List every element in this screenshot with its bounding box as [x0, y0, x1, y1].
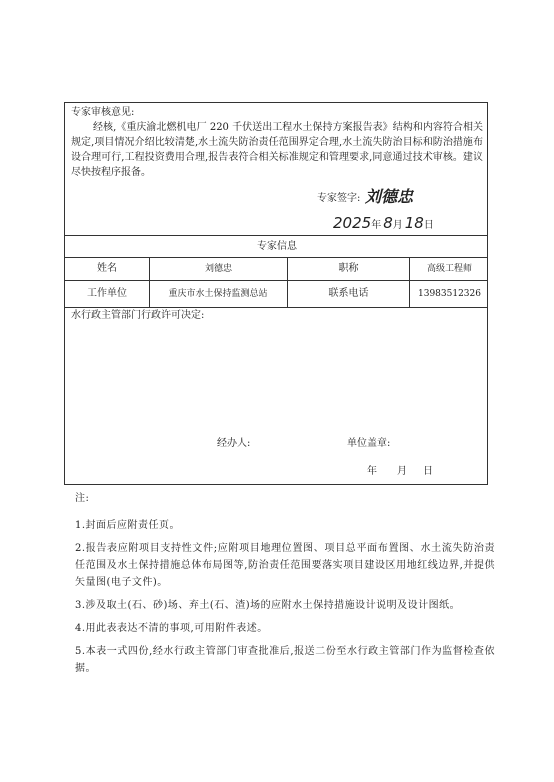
- admin-date-month: 月: [397, 466, 407, 477]
- signature-label: 专家签字:: [317, 193, 361, 204]
- note-item: 4.用此表表达不清的事项,可用附件表述。: [75, 623, 268, 634]
- note-item: 2.报告表应附项目支持性文件;应附项目地理位置图、项目总平面布置图、水土流失防治责任范围及水土保持措施总体布局图等,防治责任范围要落实项目建设区用地红线边界,并提供矢量图(电子文件)。: [75, 543, 495, 588]
- phone-value: 13983512326: [418, 289, 481, 299]
- date-month: 8: [383, 214, 393, 232]
- date-month-unit: 月: [392, 220, 403, 231]
- seal-label: 单位盖章:: [347, 438, 391, 449]
- title-label: 职称: [338, 263, 359, 274]
- notes-heading: 注:: [75, 493, 90, 504]
- opinion-body: 经核,《重庆渝北燃机电厂 220 千伏送出工程水土保持方案报告表》结构和内容符合相关规定,项目情况介绍比较清楚,水土流失防治责任范围界定合理,水土流失防治目标和防治措施布设合理可行,工程投资费用合理,报告表符合相关标准规定和管理要求,同意通过技术审核。建议尽快按程序报备。: [71, 122, 483, 178]
- opinion-heading: 专家审核意见:: [71, 107, 135, 118]
- date-year: 2025: [333, 214, 372, 232]
- notes-section: [75, 490, 495, 683]
- admin-heading: 水行政主管部门行政许可决定:: [71, 310, 205, 321]
- date-day: 18: [404, 214, 424, 232]
- date-year-unit: 年: [371, 220, 382, 231]
- note-item: 5.本表一式四份,经水行政主管部门审查批准后,报送二份至水行政主管部门作为监督检查依据。: [75, 646, 495, 674]
- opinion-date: [333, 213, 434, 232]
- expert-info-title: 专家信息: [257, 240, 297, 252]
- approval-form-table: [64, 102, 488, 485]
- title-value: 高级工程师: [426, 264, 472, 274]
- admin-date-year: 年: [367, 466, 377, 477]
- name-label: 姓名: [97, 263, 117, 274]
- expert-signature: 刘德忠: [365, 187, 414, 206]
- date-day-unit: 日: [423, 220, 434, 231]
- admin-date-day: 日: [423, 466, 433, 477]
- phone-label: 联系电话: [328, 288, 369, 299]
- note-item: 1.封面后应附责任页。: [75, 520, 181, 531]
- note-item: 3.涉及取土(石、砂)场、弃土(石、渣)场的应附水土保持措施设计说明及设计图纸。: [75, 600, 461, 611]
- name-value: 刘德忠: [204, 264, 232, 274]
- unit-value: 重庆市水土保持监测总站: [168, 289, 268, 299]
- unit-label: 工作单位: [87, 288, 127, 299]
- handler-label: 经办人:: [217, 438, 251, 449]
